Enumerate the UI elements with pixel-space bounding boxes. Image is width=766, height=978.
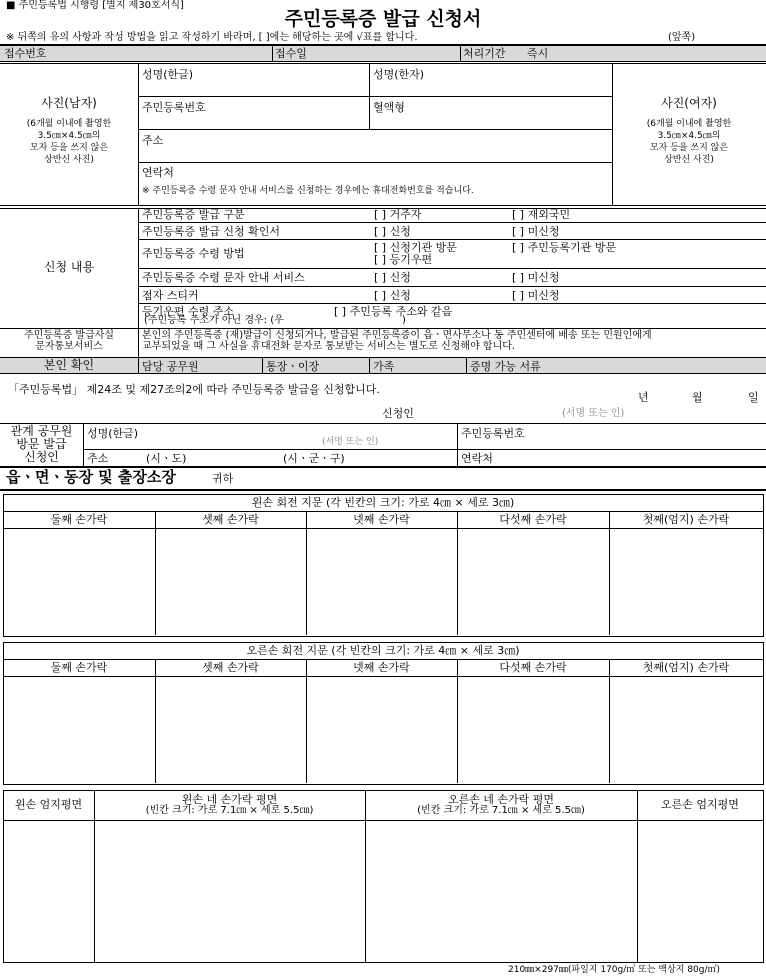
rule (0, 205, 766, 206)
photo-male-line3: 모자 등을 쓰지 않은 (29, 143, 109, 153)
official-label-1: 관계 공무원 (10, 424, 73, 438)
receive-visit-office-checkbox[interactable]: [ ] 신청기관 방문 (374, 241, 457, 254)
left-rolled-middle: 셋째 손가락 (202, 513, 259, 526)
declaration-text: 「주민등록법」 제24조 및 제27조의2에 따라 주민등록증 발급을 신청합니다. (8, 383, 380, 396)
right-rolled-index: 둘째 손가락 (50, 661, 108, 674)
rule (155, 511, 156, 635)
blood-type-field[interactable]: 혈액형 (373, 101, 405, 114)
photo-box-male (0, 96, 138, 166)
sms-notice-label-1: 주민등록증 발급사실 (23, 330, 115, 341)
rule (609, 511, 610, 635)
confirmation-label: 주민등록증 발급 신청 확인서 (142, 225, 281, 238)
right-rolled-ring: 넷째 손가락 (353, 661, 410, 674)
left-thumb-flat-label: 왼손 엄지평면 (14, 798, 83, 811)
rule (138, 222, 766, 223)
date-month: 월 (692, 391, 703, 404)
rule (306, 659, 307, 783)
recipient-title: 읍ㆍ면ㆍ동장 및 출장소장 (6, 468, 176, 486)
photo-female-line3: 모자 등을 쓰지 않은 (649, 143, 729, 153)
rule (0, 63, 766, 64)
right-four-flat-size: (빈칸 크기: 가로 7.1㎝ × 세로 5.5㎝) (417, 805, 585, 816)
official-address-field[interactable]: 주소 (87, 452, 109, 465)
rule (0, 373, 766, 374)
rule (306, 511, 307, 635)
identity-official[interactable]: 담당 공무원 (142, 360, 199, 373)
right-four-flat-label: 오른손 네 손가락 평면 (447, 793, 555, 806)
rule (466, 357, 467, 373)
rule (138, 268, 766, 269)
issue-type-label: 주민등록증 발급 구분 (142, 208, 245, 221)
official-name-field[interactable]: 성명(한글) (87, 427, 139, 440)
rule (3, 820, 763, 821)
receive-visit-registry-checkbox[interactable]: [ ] 주민등록기관 방문 (512, 241, 617, 254)
rule (0, 423, 766, 424)
contact-note: ※ 주민등록증 수령 문자 안내 서비스를 신청하는 경우에는 휴대전화번호를 적습니다. (142, 186, 474, 196)
rule (138, 129, 612, 130)
rule (637, 790, 638, 962)
official-address-sido: (시ㆍ도) (146, 452, 187, 465)
left-rolled-index: 둘째 손가락 (50, 513, 108, 526)
left-four-flat-label: 왼손 네 손가락 평면 (181, 793, 278, 806)
law-reference: ■ 주민등록법 시행령 [별지 제30호서식] (6, 0, 184, 11)
recipient-suffix: 귀하 (212, 472, 234, 485)
rule (138, 357, 139, 373)
braille-apply-checkbox[interactable]: [ ] 신청 (374, 289, 411, 302)
left-rolled-ring: 넷째 손가락 (353, 513, 410, 526)
rule (262, 357, 263, 373)
rule (0, 61, 766, 62)
official-rrn-field[interactable]: 주민등록번호 (461, 427, 525, 440)
processing-period-label: 처리기간 (463, 47, 506, 60)
date-year: 년 (638, 391, 649, 404)
left-rolled-title: 왼손 회전 지문 (각 빈칸의 크기: 가로 4㎝ × 세로 3㎝) (251, 496, 515, 509)
photo-female-line2: 3.5㎝×4.5㎝의 (657, 131, 721, 141)
contact-field[interactable]: 연락처 (142, 166, 174, 179)
rule (609, 659, 610, 783)
name-hanja-field[interactable]: 성명(한자) (373, 68, 425, 81)
photo-male-line1: (6개월 이내에 촬영한 (26, 119, 112, 129)
confirmation-decline-checkbox[interactable]: [ ] 미신청 (512, 225, 560, 238)
identity-documents[interactable]: 증명 가능 서류 (470, 360, 541, 373)
receipt-number-label: 접수번호 (4, 47, 47, 60)
intake-bar (0, 45, 766, 61)
issue-type-resident-checkbox[interactable]: [ ] 거주자 (374, 208, 422, 221)
identity-label: 본인 확인 (43, 358, 95, 372)
rule (457, 659, 458, 783)
official-label-3: 신청인 (24, 450, 59, 464)
rule (272, 45, 273, 61)
rule (369, 357, 370, 373)
photo-male-line4: 상반신 사진) (44, 155, 94, 165)
right-thumb-flat-label: 오른손 엄지평면 (661, 798, 739, 811)
official-address-sigungu: (시ㆍ군ㆍ구) (283, 452, 345, 465)
rule (83, 423, 84, 466)
right-rolled-middle: 셋째 손가락 (202, 661, 259, 674)
photo-male-line2: 3.5㎝×4.5㎝의 (37, 131, 101, 141)
name-korean-field[interactable]: 성명(한글) (142, 68, 194, 81)
receive-method-label: 주민등록증 수령 방법 (142, 247, 245, 260)
braille-label: 점자 스티커 (142, 289, 199, 302)
identity-family[interactable]: 가족 (373, 360, 395, 373)
rule (138, 239, 766, 240)
rule (0, 489, 766, 491)
rule (138, 208, 139, 357)
photo-female-line1: (6개월 이내에 촬영한 (646, 119, 732, 129)
right-rolled-little: 다섯째 손가락 (499, 661, 567, 674)
mail-address-close: ) (402, 315, 406, 326)
rule (138, 303, 766, 304)
mail-address-label: 등기우편 수령 주소 (142, 305, 235, 318)
mail-same-address-checkbox[interactable]: [ ] 주민등록 주소와 같음 (334, 305, 453, 318)
photo-box-female (612, 96, 766, 166)
issue-type-overseas-checkbox[interactable]: [ ] 재외국민 (512, 208, 571, 221)
form-notice: ※ 뒤쪽의 유의 사항과 작성 방법을 읽고 작성하기 바라며, [ ]에는 해당하는 곳에 √표를 합니다. (6, 32, 418, 43)
request-section-label: 신청 내용 (43, 260, 95, 274)
left-rolled-little: 다섯째 손가락 (499, 513, 567, 526)
rule (138, 96, 612, 97)
address-field[interactable]: 주소 (142, 134, 164, 147)
rule (457, 511, 458, 635)
sms-apply-checkbox[interactable]: [ ] 신청 (374, 271, 411, 284)
rrn-field[interactable]: 주민등록번호 (142, 101, 206, 114)
photo-female-title: 사진(여자) (661, 96, 717, 110)
left-rolled-thumb: 첫째(엄지) 손가락 (642, 513, 730, 526)
sms-notice-text-1: 본인의 주민등록증 (재)발급이 신청되거나, 발급된 주민등록증이 읍ㆍ면사무소나 동 주민센터에 배송 또는 민원인에게 (142, 330, 652, 341)
rule (0, 328, 766, 329)
photo-male-title: 사진(남자) (41, 96, 97, 110)
rule (457, 423, 458, 466)
sms-notice-label-2: 문자통보서비스 (35, 341, 103, 352)
sms-decline-checkbox[interactable]: [ ] 미신청 (512, 271, 560, 284)
rule (3, 528, 763, 529)
rule (83, 449, 766, 450)
sms-notice-text-2: 교부되었을 때 그 사실을 휴대전화 문자로 통보받는 서비스는 별도로 신청해야 합니다. (142, 341, 516, 352)
confirmation-apply-checkbox[interactable]: [ ] 신청 (374, 225, 411, 238)
official-contact-field[interactable]: 연락처 (461, 452, 493, 465)
right-rolled-thumb: 첫째(엄지) 손가락 (642, 661, 730, 674)
official-signature[interactable]: (서명 또는 인) (322, 437, 379, 447)
left-four-flat-size: (빈칸 크기: 가로 7.1㎝ × 세로 5.5㎝) (145, 805, 314, 816)
rule (138, 162, 612, 163)
paper-spec: 210㎜×297㎜(파일지 170g/㎡ 또는 백상지 80g/㎡) (508, 965, 721, 975)
rule (138, 63, 139, 205)
official-label-2: 방문 발급 (16, 437, 67, 451)
receive-mail-checkbox[interactable]: [ ] 등기우편 (374, 253, 433, 266)
rule (3, 676, 763, 677)
photo-female-line4: 상반신 사진) (664, 155, 714, 165)
form-title: 주민등록증 발급 신청서 (284, 8, 482, 30)
mail-address-sub: (주민등록 주소가 아닌 경우: (우 (144, 315, 284, 326)
right-rolled-title: 오른손 회전 지문 (각 빈칸의 크기: 가로 4㎝ × 세로 3㎝) (246, 644, 520, 657)
receipt-date-label: 접수일 (275, 47, 307, 60)
sms-service-label: 주민등록증 수령 문자 안내 서비스 (142, 271, 305, 284)
rule (460, 45, 461, 61)
rule (155, 659, 156, 783)
processing-period-value: 즉시 (527, 47, 549, 60)
rule (3, 659, 763, 660)
applicant-signature[interactable]: (서명 또는 인) (562, 408, 625, 419)
rule (138, 286, 766, 287)
braille-decline-checkbox[interactable]: [ ] 미신청 (512, 289, 560, 302)
rule (0, 44, 766, 46)
page-side: (앞쪽) (668, 32, 696, 43)
rule (3, 511, 763, 512)
identity-tongjang[interactable]: 통장ㆍ이장 (266, 360, 320, 373)
applicant-label: 신청인 (382, 407, 414, 420)
date-day: 일 (748, 391, 759, 404)
